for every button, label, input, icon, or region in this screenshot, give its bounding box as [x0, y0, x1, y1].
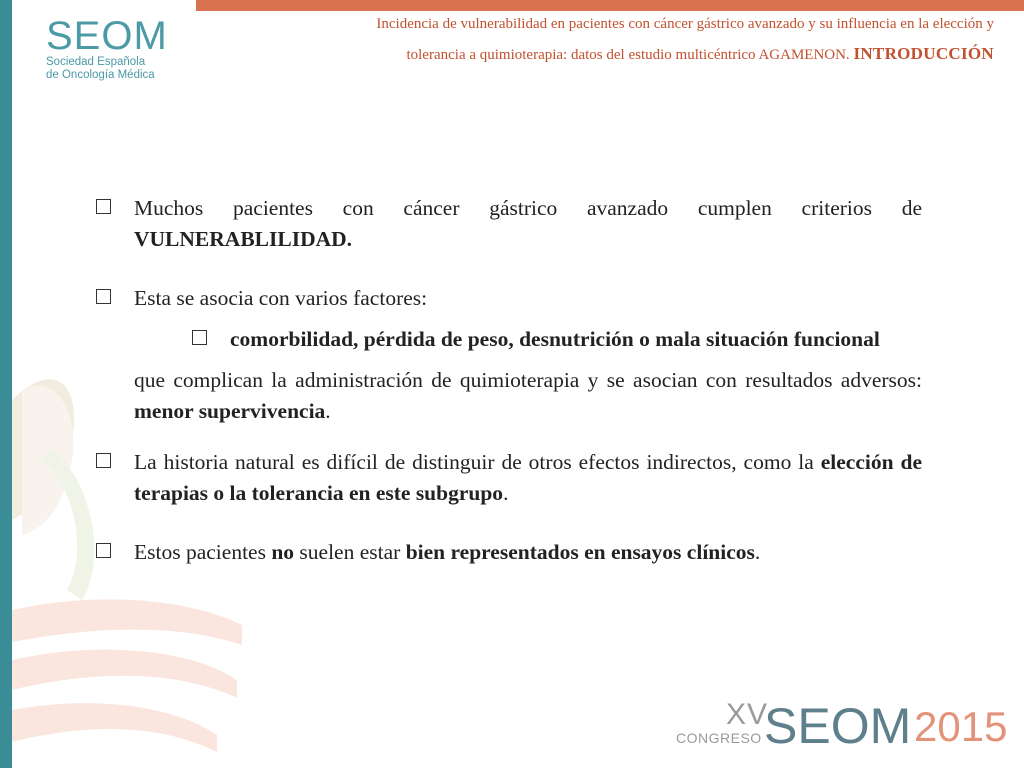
congress-logo	[664, 698, 1009, 758]
header-title-line2	[204, 44, 994, 65]
slide-header	[204, 14, 994, 65]
congress-number: XV	[726, 698, 769, 731]
checkbox-icon	[96, 543, 111, 558]
header-title-line2-text: tolerancia a quimioterapia: datos del estudio multicéntrico AGAMENON.	[406, 47, 850, 63]
header-accent-bar	[196, 0, 1024, 11]
factors-continuation	[94, 365, 922, 427]
paragraph-bold: menor supervivencia	[134, 399, 326, 423]
checkbox-icon	[96, 199, 111, 214]
bullet-bold: comorbilidad, pérdida de peso, desnutrición o mala situación funcional	[230, 327, 880, 351]
bullet-clinical-trials	[94, 537, 922, 568]
sub-bullet-factors-list	[190, 324, 922, 355]
paragraph-text: que complican la administración de quimioterapia y se asocian con resultados adversos:	[134, 368, 922, 392]
congress-year: 2015	[914, 703, 1008, 750]
bullet-vulnerability	[94, 193, 922, 255]
bullet-bold: elección de terapias o la tolerancia en este subgrupo	[134, 450, 923, 505]
congress-label: CONGRESO	[676, 730, 762, 746]
bullet-text: Muchos pacientes con cáncer gástrico avanzado cumplen criterios de	[134, 196, 922, 220]
checkbox-icon	[96, 289, 111, 304]
header-title-line1: Incidencia de vulnerabilidad en pacientes con cáncer gástrico avanzado y su influencia en la elección y	[376, 16, 994, 32]
bullet-natural-history	[94, 447, 922, 509]
seom-logo	[46, 16, 168, 81]
left-accent-band	[0, 0, 12, 768]
bullet-bold: no	[271, 540, 295, 564]
bullet-bold: bien representados en ensayos clínicos	[405, 540, 755, 564]
logo-subtitle-line1: Sociedad Española	[46, 56, 146, 68]
slide-body	[94, 193, 922, 568]
bullet-text: Esta se asocia con varios factores:	[134, 286, 428, 310]
checkbox-icon	[192, 330, 207, 345]
bullet-end: .	[503, 481, 509, 505]
logo-subtitle-line2: de Oncología Médica	[46, 68, 155, 81]
paragraph-end: .	[325, 399, 331, 423]
congress-name: SEOM	[764, 698, 912, 754]
bullet-text: Estos pacientes	[134, 540, 266, 564]
bullet-factors	[94, 283, 922, 314]
bullet-bold: VULNERABLILIDAD.	[134, 227, 353, 251]
bullet-end: .	[754, 540, 761, 564]
bullet-text: suelen estar	[299, 540, 401, 564]
checkbox-icon	[96, 453, 111, 468]
logo-wordmark: SEOM	[46, 14, 168, 58]
section-title: INTRODUCCIÓN	[853, 44, 994, 63]
bullet-text: La historia natural es difícil de distinguir de otros efectos indirectos, como la	[134, 450, 814, 474]
